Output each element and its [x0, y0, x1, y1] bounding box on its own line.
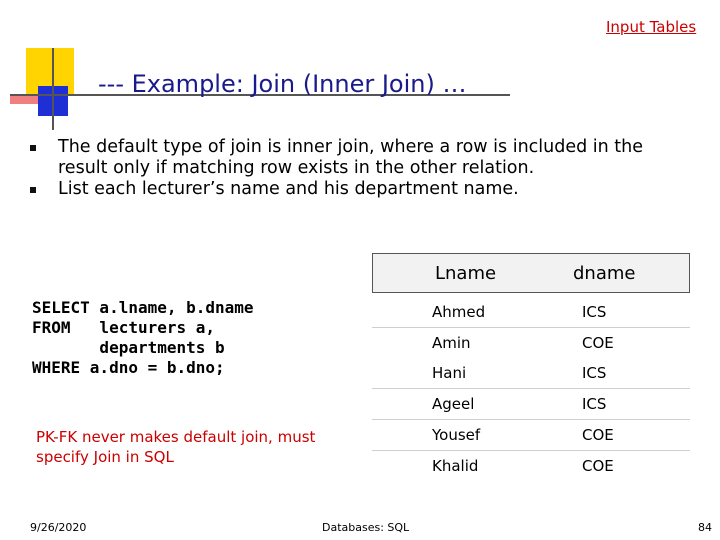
table-row [372, 420, 690, 451]
cell-dname: ICS [582, 364, 607, 382]
page-number: 84 [698, 521, 712, 534]
cell-dname: COE [582, 426, 614, 444]
table-header [372, 253, 690, 293]
table-row [372, 328, 690, 358]
table-row [372, 389, 690, 420]
slide-title: --- Example: Join (Inner Join) … [98, 70, 467, 98]
table-row [372, 358, 690, 389]
sql-code-block [32, 298, 254, 378]
cell-lname: Khalid [432, 457, 479, 475]
column-header-lname: Lname [435, 263, 497, 284]
cell-lname: Amin [432, 334, 471, 352]
bullet-list [30, 137, 690, 200]
sql-line: departments b [32, 338, 225, 357]
result-table [372, 253, 690, 481]
input-tables-link[interactable]: Input Tables [606, 18, 697, 36]
bullet-text: List each lecturer’s name and his department name. [58, 179, 519, 199]
sql-line: FROM lecturers a, [32, 318, 216, 337]
table-row [372, 451, 690, 481]
cell-dname: ICS [582, 303, 607, 321]
table-row [372, 297, 690, 328]
bullet-square-icon [30, 187, 36, 193]
cell-lname: Ageel [432, 395, 475, 413]
footer-title: Databases: SQL [322, 521, 410, 534]
sql-line: SELECT a.lname, b.dname [32, 298, 254, 317]
bullet-text: The default type of join is inner join, where a row is included in the result only if matching row exists in the other relation. [58, 137, 644, 178]
bullet-item [30, 137, 690, 179]
cell-lname: Ahmed [432, 303, 486, 321]
sql-line: WHERE a.dno = b.dno; [32, 358, 225, 377]
bullet-square-icon [30, 145, 36, 151]
cell-dname: ICS [582, 395, 607, 413]
column-header-dname: dname [573, 263, 636, 284]
cell-dname: COE [582, 334, 614, 352]
join-note: PK-FK never makes default join, must specify Join in SQL [36, 428, 316, 466]
footer-date: 9/26/2020 [30, 521, 87, 534]
cell-dname: COE [582, 457, 614, 475]
decor-vertical-line [52, 48, 54, 130]
cell-lname: Hani [432, 364, 467, 382]
bullet-item [30, 179, 690, 200]
cell-lname: Yousef [432, 426, 481, 444]
